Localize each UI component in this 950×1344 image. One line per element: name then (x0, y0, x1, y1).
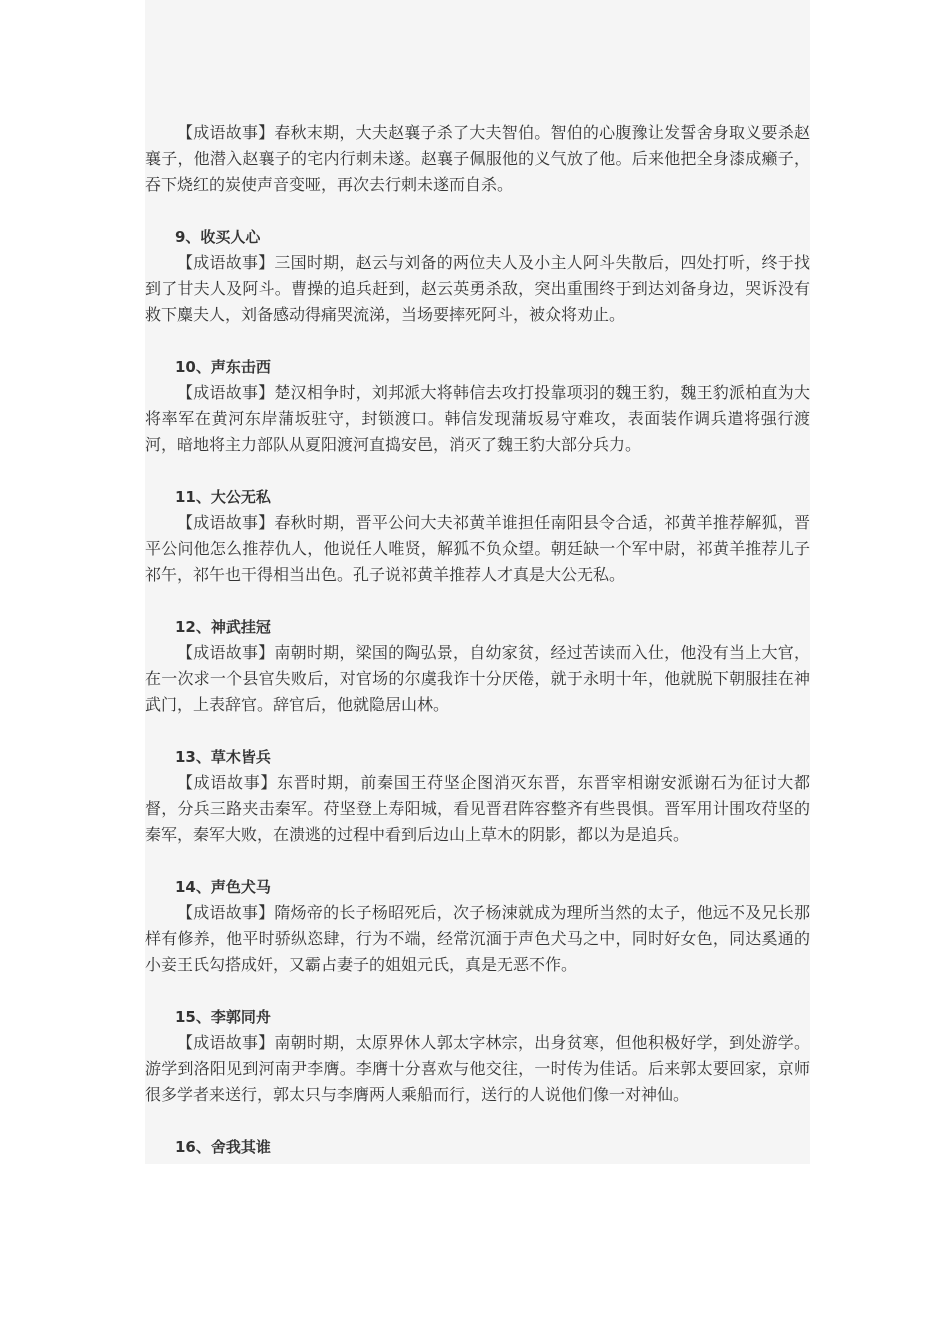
idiom-title-12: 12、神武挂冠 (175, 618, 271, 636)
section-spacer (145, 978, 810, 1004)
section-spacer (145, 458, 810, 484)
idiom-title-16: 16、舍我其谁 (175, 1138, 271, 1156)
section-spacer (145, 848, 810, 874)
idiom-story-9: 【成语故事】三国时期，赵云与刘备的两位夫人及小主人阿斗失散后，四处打听，终于找到了甘夫人及阿斗。曹操的追兵赶到，赵云英勇杀敌，突出重围终于到达刘备身边，哭诉没有救下麋夫人，刘备感动得痛哭流涕，当场要摔死阿斗，被众将劝止。 (145, 253, 810, 324)
intro-story: 【成语故事】春秋末期，大夫赵襄子杀了大夫智伯。智伯的心腹豫让发誓舍身取义要杀赵襄子，他潜入赵襄子的宅内行刺未遂。赵襄子佩服他的义气放了他。后来他把全身漆成癞子，吞下烧红的炭使声音变哑，再次去行刺未遂而自杀。 (145, 123, 810, 194)
section-spacer (145, 1108, 810, 1134)
idiom-story-14: 【成语故事】隋炀帝的长子杨昭死后，次子杨涑就成为理所当然的太子，他远不及兄长那样有修养，他平时骄纵恣肆，行为不端，经常沉湎于声色犬马之中，同时好女色，同达奚通的小妾王氏勾搭成奸，又霸占妻子的姐姐元氏，真是无恶不作。 (145, 903, 810, 974)
idiom-title-10: 10、声东击西 (175, 358, 271, 376)
idiom-title-9: 9、收买人心 (175, 228, 261, 246)
document-page (145, 0, 810, 1164)
idiom-story-11: 【成语故事】春秋时期，晋平公问大夫祁黄羊谁担任南阳县令合适，祁黄羊推荐解狐，晋平公问他怎么推荐仇人，他说任人唯贤，解狐不负众望。朝廷缺一个军中尉，祁黄羊推荐儿子祁午，祁午也干得相当出色。孔子说祁黄羊推荐人才真是大公无私。 (145, 513, 810, 584)
idiom-story-12: 【成语故事】南朝时期，梁国的陶弘景，自幼家贫，经过苦读而入仕，他没有当上大官，在一次求一个县官失败后，对官场的尔虞我诈十分厌倦，就于永明十年，他就脱下朝服挂在神武门，上表辞官。辞官后，他就隐居山林。 (145, 643, 810, 714)
idiom-title-15: 15、李郭同舟 (175, 1008, 271, 1026)
section-spacer (145, 328, 810, 354)
idiom-title-13: 13、草木皆兵 (175, 748, 271, 766)
idiom-title-11: 11、大公无私 (175, 488, 271, 506)
section-spacer (145, 588, 810, 614)
document-body (145, 120, 810, 1160)
idiom-story-10: 【成语故事】楚汉相争时，刘邦派大将韩信去攻打投靠项羽的魏王豹，魏王豹派柏直为大将率军在黄河东岸蒲坂驻守，封锁渡口。韩信发现蒲坂易守难攻，表面装作调兵遣将强行渡河，暗地将主力部队从夏阳渡河直捣安邑，消灭了魏王豹大部分兵力。 (145, 383, 810, 454)
section-spacer (145, 718, 810, 744)
idiom-story-15: 【成语故事】南朝时期，太原界休人郭太字林宗，出身贫寒，但他积极好学，到处游学。游学到洛阳见到河南尹李膺。李膺十分喜欢与他交往，一时传为佳话。后来郭太要回家，京师很多学者来送行，郭太只与李膺两人乘船而行，送行的人说他们像一对神仙。 (145, 1033, 810, 1104)
idiom-story-13: 【成语故事】东晋时期，前秦国王苻坚企图消灭东晋，东晋宰相谢安派谢石为征讨大都督，分兵三路夹击秦军。苻坚登上寿阳城，看见晋君阵容整齐有些畏惧。晋军用计围攻苻坚的秦军，秦军大败，在溃逃的过程中看到后边山上草木的阴影，都以为是追兵。 (145, 773, 810, 844)
section-spacer (145, 198, 810, 224)
idiom-title-14: 14、声色犬马 (175, 878, 271, 896)
